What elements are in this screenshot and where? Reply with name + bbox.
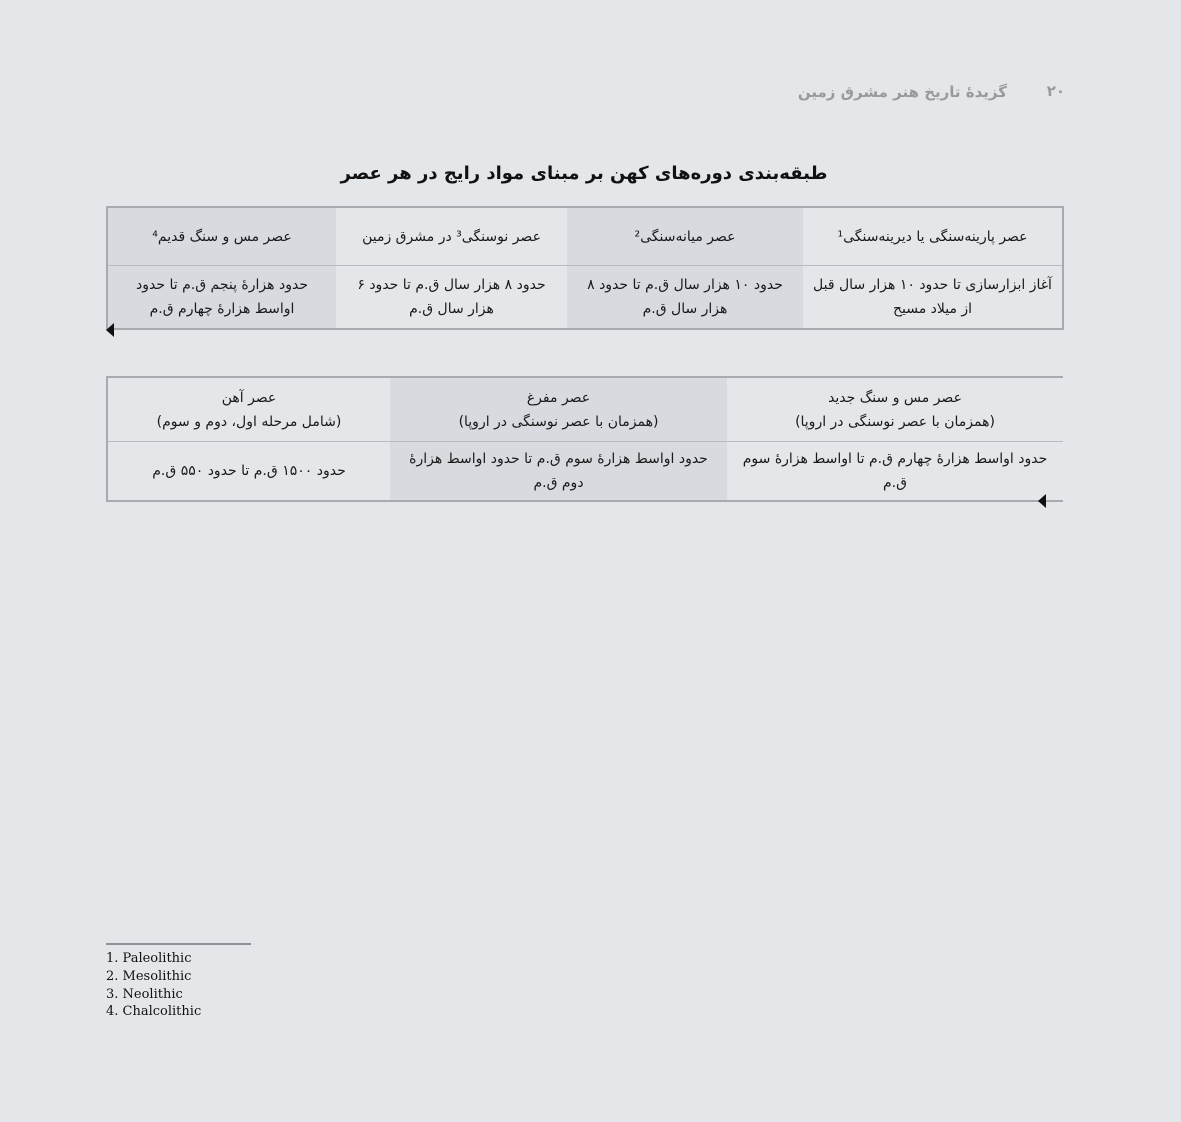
table-header-row [107, 377, 1063, 442]
continue-line [1046, 500, 1062, 502]
page-number: ۲۰ [1046, 82, 1065, 100]
footnote-item: 3. Neolithic [106, 986, 183, 1002]
footnote-divider [106, 943, 251, 945]
header-cell-title: عصر مس و سنگ جدید [828, 389, 962, 406]
continue-arrow-icon [106, 323, 114, 337]
header-cell-title: عصر آهن [221, 389, 277, 406]
header-cell-note: (شامل مرحله اول، دوم و سوم) [156, 413, 342, 430]
periods-table-2 [106, 376, 1063, 502]
table-header-row [107, 207, 1063, 266]
footnote-item: 2. Mesolithic [106, 968, 192, 984]
date-cell-mesolithic: حدود ۱۰ هزار سال ق.م تا حدود ۸ هزار سال ق.م [567, 266, 803, 330]
header-cell-neolithic: عصر نوسنگی³ در مشرق زمین [336, 207, 567, 266]
page-header [797, 82, 1065, 110]
footnote-item: 1. Paleolithic [106, 951, 192, 966]
running-title: گزیدهٔ تاریخ هنر مشرق زمین [797, 83, 1007, 101]
date-cell-bronze-age: حدود اواسط هزارهٔ سوم ق.م تا حدود اواسط هزارهٔ دوم ق.م [390, 442, 727, 502]
date-cell-chalcolithic-late: حدود اواسط هزارهٔ چهارم ق.م تا اواسط هزارهٔ سوم ق.م [742, 451, 1048, 491]
table-title: طبقه‌بندی دوره‌های کهن بر مبنای مواد رایج در هر عصر [340, 163, 828, 184]
date-cell-chalcolithic-early: حدود هزارهٔ پنجم ق.م تا حدود اواسط هزارهٔ چهارم ق.م [107, 266, 336, 330]
date-cell-iron-age: حدود ۱۵۰۰ ق.م تا حدود ۵۵۰ ق.م [152, 463, 346, 479]
table-row [107, 266, 1063, 330]
header-cell-mesolithic: عصر میانه‌سنگی² [567, 207, 803, 266]
footnotes [106, 950, 201, 1021]
header-cell-bronze-age [390, 377, 727, 442]
header-cell-title: عصر مفرغ [526, 389, 591, 406]
continue-arrow-icon [1038, 494, 1046, 508]
header-cell-chalcolithic-early: عصر مس و سنگ قدیم⁴ [107, 207, 336, 266]
footnote-item: 4. Chalcolithic [106, 1004, 202, 1020]
header-cell-note: (همزمان با عصر نوسنگی در اروپا) [458, 413, 659, 430]
header-cell-paleolithic: عصر پارینه‌سنگی یا دیرینه‌سنگی¹ [803, 207, 1063, 266]
date-cell-paleolithic: آغاز ابزارسازی تا حدود ۱۰ هزار سال قبل از میلاد مسیح [813, 277, 1052, 317]
header-cell-iron-age [107, 377, 390, 442]
header-cell-chalcolithic-late [727, 377, 1063, 442]
date-cell-neolithic: حدود ۸ هزار سال ق.م تا حدود ۶ هزار سال ق.م [357, 277, 546, 317]
table-row [107, 442, 1063, 502]
periods-table-1 [106, 206, 1064, 330]
header-cell-note: (همزمان با عصر نوسنگی در اروپا) [795, 413, 995, 430]
